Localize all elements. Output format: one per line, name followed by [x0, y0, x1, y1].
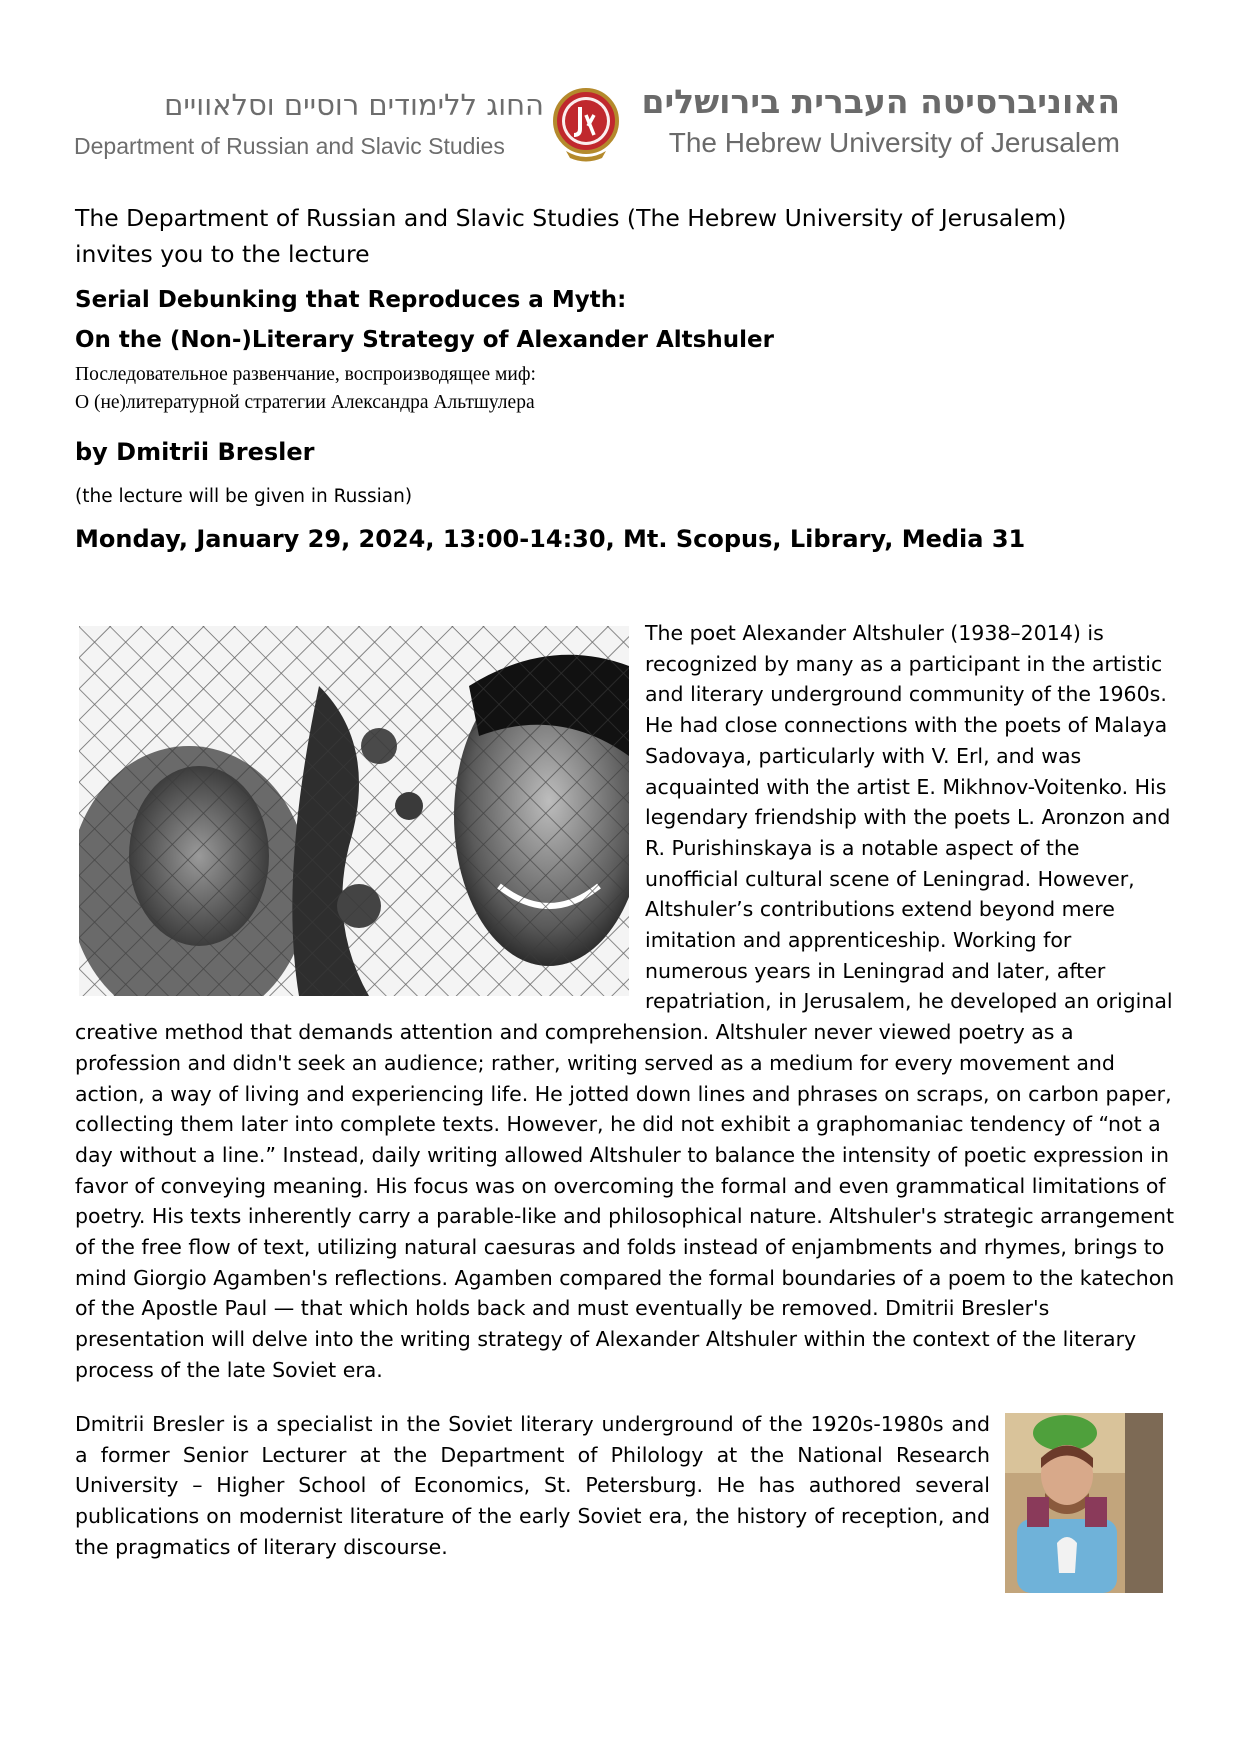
lecture-title-russian-line-2: О (не)литературной стратегии Александра Альтшулера: [75, 392, 535, 413]
event-datetime-location: Monday, January 29, 2024, 13:00-14:30, Mt. Scopus, Library, Media 31: [75, 525, 1026, 553]
invitation-line-1: The Department of Russian and Slavic Studies (The Hebrew University of Jerusalem): [75, 204, 1067, 232]
lecture-title-russian-line-1: Последовательное развенчание, воспроизводящее миф:: [75, 364, 536, 385]
lecture-title-line-2: On the (Non-)Literary Strategy of Alexander Altshuler: [75, 327, 774, 353]
invitation-text: [75, 200, 1175, 272]
speaker-bio: Dmitrii Bresler is a specialist in the Soviet literary underground of the 1920s-1980s and a former Senior Lecturer at the Department of Philology at the National Research University – Higher School of Economics, St. Petersburg. He has authored several publications on modernist literature of the early Soviet era, the history of reception, and the pragmatics of literary discourse.: [75, 1412, 990, 1559]
lecture-title-line-1: Serial Debunking that Reproduces a Myth:: [75, 287, 627, 313]
invitation-line-2: invites you to the lecture: [75, 240, 370, 268]
letterhead: [0, 78, 1240, 168]
university-name-hebrew: האוניברסיטה העברית בירושלים: [641, 82, 1120, 121]
university-emblem-logo: [552, 85, 620, 163]
department-name-english: Department of Russian and Slavic Studies: [74, 133, 505, 159]
speaker-byline: by Dmitrii Bresler: [75, 438, 315, 466]
abstract-text: The poet Alexander Altshuler (1938–2014) is recognized by many as a participant in the artistic and literary underground community of the 1960s. He had close connections with the poets of Malaya Sadovaya, particularly with V. Erl, and was acquainted with the artist E. Mikhnov-Voitenko. His legendary friendship with the poets L. Aronzon and R. Purishinskaya is a notable aspect of the unofficial cultural scene of Leningrad. However, Altshuler’s contributions extend beyond mere imitation and apprenticeship. Working for numerous years in Leningrad and later, after repatriation, in Jerusalem, he developed an original creative method that demands attention and comprehension. Altshuler never viewed poetry as a profession and didn't seek an audience; rather, writing served as a medium for every movement and action, a way of living and experiencing life. He jotted down lines and phrases on scraps, on carbon paper, collecting them later into complete texts. However, he did not exhibit a graphomaniac tendency of “not a day without a line.” Instead, daily writing allowed Altshuler to balance the intensity of poetic expression in favor of conveying meaning. His focus was on overcoming the formal and even grammatical limitations of poetry. His texts inherently carry a parable-like and philosophical nature. Altshuler's strategic arrangement of the free flow of text, utilizing natural caesuras and folds instead of enjambments and rhymes, brings to mind Giorgio Agamben's reflections. Agamben compared the formal boundaries of a poem to the katechon of the Apostle Paul — that which holds back and must eventually be removed. Dmitrii Bresler's presentation will delve into the writing strategy of Alexander Altshuler within the context of the literary process of the late Soviet era.: [75, 621, 1175, 1382]
speaker-portrait: [1005, 1413, 1163, 1593]
department-name-hebrew: החוג ללימודים רוסיים וסלאוויים: [164, 88, 544, 122]
university-name-english: The Hebrew University of Jerusalem: [668, 127, 1120, 158]
lecture-abstract: [75, 618, 1175, 1386]
language-note: (the lecture will be given in Russian): [75, 486, 413, 507]
